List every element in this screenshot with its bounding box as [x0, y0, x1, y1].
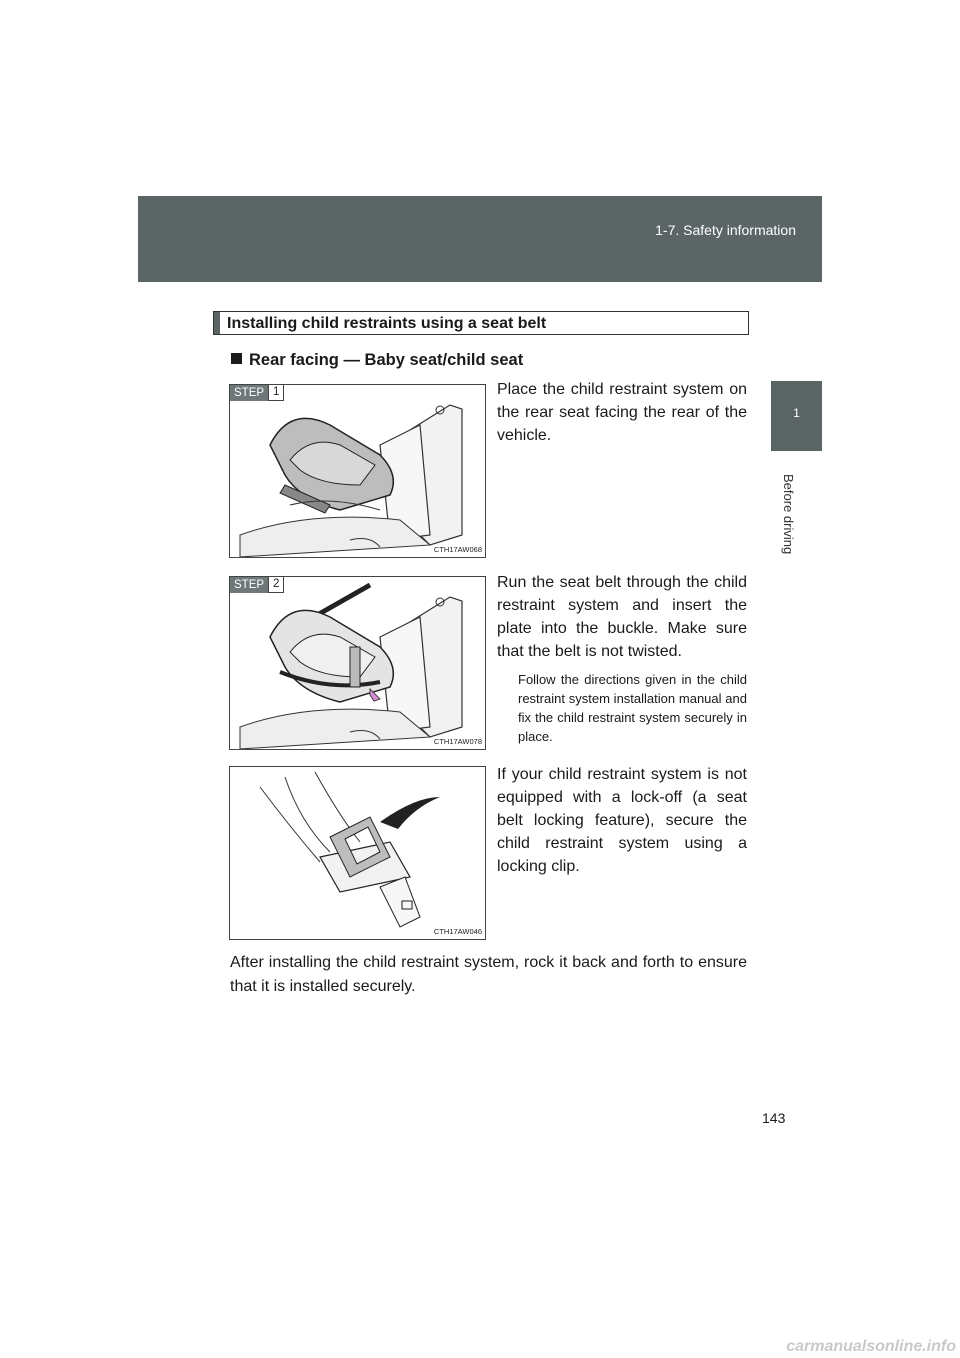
section-heading [213, 311, 749, 335]
subheading-text: Rear facing — Baby seat/child seat [249, 351, 524, 369]
closing-paragraph: After installing the child restraint system, rock it back and forth to ensure that it is installed securely. [230, 954, 747, 995]
step-label: STEP [230, 577, 268, 593]
locking-clip-text: If your child restraint system is not equipped with a lock-off (a seat belt locking feature), secure the child restraint system using a locking clip. [497, 766, 747, 875]
square-bullet-icon [231, 353, 242, 364]
step-number: 1 [268, 385, 284, 401]
step-label: STEP [230, 385, 268, 401]
step-1-text: Place the child restraint system on the rear seat facing the rear of the vehicle. [497, 381, 747, 444]
figure-step-2 [229, 576, 486, 750]
step-2-note: Follow the directions given in the child restraint system installation manual and fix the child restraint system securely in place. [518, 672, 747, 744]
figure-code: CTH17AW046 [433, 927, 482, 936]
chapter-label: Before driving [781, 474, 796, 555]
child-seat-illustration [230, 385, 486, 558]
section-title: Installing child restraints using a seat belt [227, 315, 547, 332]
step-badge [230, 385, 284, 401]
figure-locking-clip [229, 766, 486, 940]
step-badge [230, 577, 284, 593]
header-band [138, 196, 822, 282]
seat-belt-routing-illustration [230, 577, 486, 750]
figure-step-1 [229, 384, 486, 558]
locking-clip-illustration [230, 767, 486, 940]
figure-code: CTH17AW068 [433, 545, 482, 554]
subheading [231, 351, 523, 370]
chapter-number: 1 [793, 406, 800, 420]
figure-code: CTH17AW078 [433, 737, 482, 746]
step-number: 2 [268, 577, 284, 593]
step-2-text: Run the seat belt through the child restraint system and insert the plate into the buckle. Make sure that the belt is not twisted. [497, 574, 747, 660]
header-title: 1-7. Safety information [655, 222, 796, 238]
watermark: carmanualsonline.info [786, 1338, 956, 1355]
section-bar [214, 312, 220, 334]
chapter-tab [771, 381, 822, 451]
page-number: 143 [762, 1110, 786, 1126]
